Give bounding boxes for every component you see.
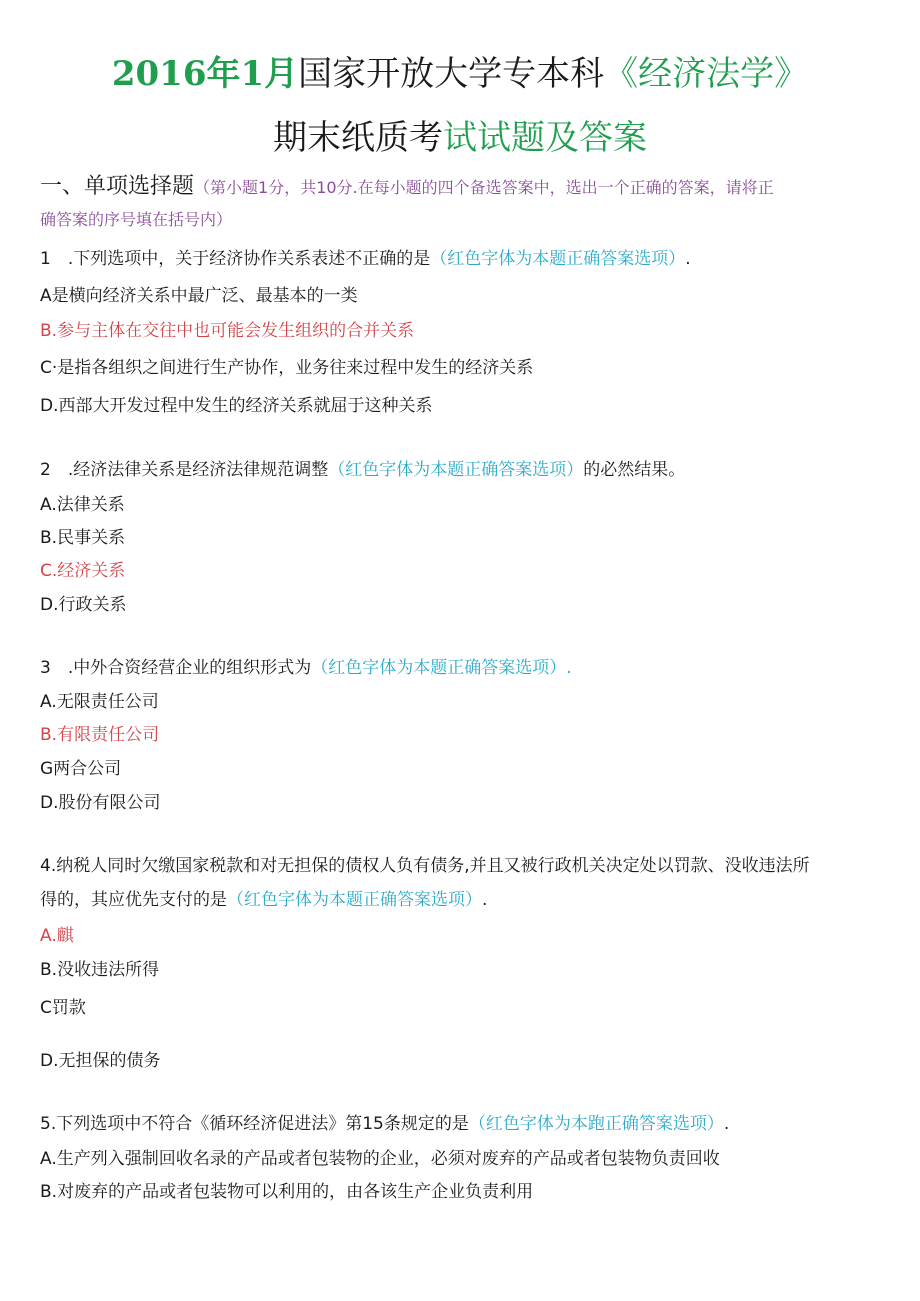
question-5-stem — [40, 1112, 729, 1136]
answer-hint: （红色字体为本题正确答案选项） — [227, 890, 482, 910]
question-4-stem-line2 — [40, 888, 487, 912]
question-stem-text: 2 .经济法律关系是经济法律规范调整 — [40, 460, 329, 480]
question-5-option-a: A.生产列入强制回收名录的产品或者包装物的企业，必须对废弃的产品或者包装物负责回收 — [40, 1149, 720, 1169]
question-stem-end: 的必然结果。 — [583, 460, 686, 480]
question-4-stem-line1: 4.纳税人同时欠缴国家税款和对无担保的债权人负有债务,并且又被行政机关决定处以罚款、没收违法所 — [40, 856, 810, 876]
question-3-option-d: D.股份有限公司 — [40, 793, 161, 813]
question-2-option-c-correct: C.经济关系 — [40, 561, 126, 581]
question-2-option-b: B.民事关系 — [40, 528, 126, 548]
question-1-option-d: D.西部大开发过程中发生的经济关系就屈于这种关系 — [40, 396, 433, 416]
question-2-option-a: A.法律关系 — [40, 495, 125, 515]
question-stem-end: . — [685, 249, 691, 269]
title-institution: 国家开放大学专本科 — [298, 54, 605, 94]
question-stem-text: 1 .下列选项中，关于经济协作关系表述不正确的是 — [40, 249, 431, 269]
title-course: 《经济法学》 — [604, 54, 809, 94]
document-title-line2 — [0, 116, 920, 160]
section-note-line2: 确答案的序号填在括号内） — [40, 210, 233, 229]
question-1-option-c: C·是指各组织之间进行生产协作，业务往来过程中发生的经济关系 — [40, 358, 534, 378]
question-3-stem — [40, 656, 572, 680]
question-4-option-b: B.没收违法所得 — [40, 960, 160, 980]
title-exam-type: 期末纸质考 — [273, 118, 443, 158]
section-heading: 一、单项选择题 — [40, 174, 195, 199]
question-3-option-a: A.无限责任公司 — [40, 692, 159, 712]
question-4-option-c: C罚款 — [40, 998, 86, 1018]
question-3-option-c: G两合公司 — [40, 759, 122, 779]
question-1-stem — [40, 247, 691, 271]
section-note-line1: （第小题1分，共10分.在每小题的四个备选答案中，选出一个正确的答案，请将正 — [194, 178, 774, 197]
answer-hint: （红色字体为本题正确答案选项） — [328, 460, 584, 480]
question-4-option-a-correct: A.麒 — [40, 926, 74, 946]
question-1-option-b-correct: B.参与主体在交往中也可能会发生组织的合并关系 — [40, 321, 415, 341]
section-note-row2 — [40, 208, 232, 232]
answer-hint: （红色字体为本题正确答案选项）. — [311, 658, 572, 678]
title-suffix: 试试题及答案 — [443, 118, 647, 158]
question-5-option-b: B.对废弃的产品或者包装物可以利用的，由各该生产企业负责利用 — [40, 1182, 534, 1202]
answer-hint: （红色字体为本跑正确答案选项） — [468, 1114, 724, 1134]
question-stem-end: . — [723, 1114, 730, 1134]
question-3-option-b-correct: B.有限责任公司 — [40, 725, 160, 745]
question-2-option-d: D.行政关系 — [40, 595, 127, 615]
question-stem-text: 得的，其应优先支付的是 — [40, 890, 227, 910]
answer-hint: （红色字体为本题正确答案选项） — [430, 249, 686, 269]
question-stem-end: . — [482, 890, 488, 910]
document-title-line1 — [0, 52, 920, 96]
question-1-option-a: A是横向经济关系中最广泛、最基本的一类 — [40, 286, 358, 306]
question-stem-text: 5.下列选项中不符合《循环经济促进法》第15条规定的是 — [40, 1114, 469, 1134]
title-date: 2016年1月 — [111, 54, 299, 94]
section-heading-row — [40, 172, 774, 203]
question-4-option-d: D.无担保的债务 — [40, 1051, 161, 1071]
question-stem-text: 3 .中外合资经营企业的组织形式为 — [40, 658, 312, 678]
question-2-stem — [40, 458, 685, 482]
